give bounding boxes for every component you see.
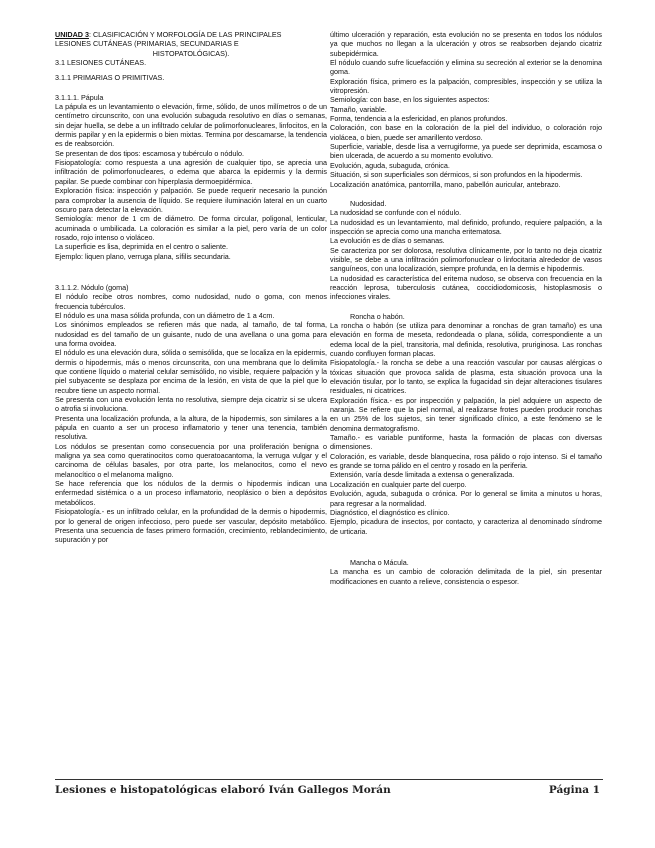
papula-heading: 3.1.1.1. Pápula <box>55 92 104 102</box>
nodulo-paragraph: Presenta una localización profunda, a la altura, de la hipodermis, son similares a la pápula en cuanto a ser un proceso inflamatorio y tener una tenencia, también resolutiva. <box>55 413 327 442</box>
nudosidad-heading: Nudosidad. <box>350 198 387 208</box>
roncha-paragraph: La roncha o habón (se utiliza para denominar a ronchas de gran tamaño) es una elevación en forma de meseta, redondeada o plana, sólida, correspondiente a un edema local de la piel, transitoria, mal definida, resolutiva, pruriginosa. Las ronchas cuando confluyen forman placas. <box>330 320 602 358</box>
nodulo-paragraph: El nódulo es una elevación dura, sólida o semisólida, que se localiza en la epidermis, dermis o hipodermis, más o menos circunscrita, con una membrana que lo delimita que contiene líquido o material celular semisólido, no visible, requiere palpación y la piel subyacente se desplaza por encima de la lesión, en vista de que la piel que lo recubre tiene un aspecto normal. <box>55 348 327 395</box>
nodulo-heading: 3.1.1.2. Nódulo (goma) <box>55 282 129 292</box>
nodulo-continuation: Localización anatómica, pantorrilla, mano, pabellón auricular, antebrazo. <box>330 179 561 189</box>
unit-subtitle-a: LESIONES CUTÁNEAS (PRIMARIAS, SECUNDARIAS E <box>55 39 239 49</box>
nodulo-continuation: Superficie, variable, desde lisa a verrugiforme, ya puede ser deprimida, escamosa o bien ulcerada, de acuerdo a su momento evolutivo. <box>330 142 602 161</box>
papula-paragraph: Se presentan de dos tipos: escamosa y tubérculo o nódulo. <box>55 148 244 158</box>
nodulo-paragraph: El nódulo recibe otros nombres, como nudosidad, nudo o goma, con menos frecuencia tubérculos. <box>55 292 327 311</box>
nodulo-continuation: Situación, si son superficiales son dérmicos, si son profundos en la hipodermis. <box>330 170 583 180</box>
nodulo-continuation: último ulceración y reparación, esta evolución no se presenta en todos los nódulos ya que muchos no llegan a la ulceración y otros se reabsorben dejando cicatriz subepidérmica. <box>330 30 602 58</box>
nodulo-paragraph: El nódulo es una masa sólida profunda, con un diámetro de 1 a 4cm. <box>55 310 275 320</box>
papula-paragraph: La pápula es un levantamiento o elevación, firme, sólido, de unos milímetros o de un centímetro circunscrito, con una evolución subaguda resolutivo en días o semanas, sin dejar huella, se debe a un infiltrado celular de polimorfonucleares, linfocitos, en la dermis papilar y en la epidermis o bien mixtas. Termina por descamarse, la tendencia es de reabsorción. <box>55 102 327 149</box>
papula-paragraph: La superficie es lisa, deprimida en el centro o saliente. <box>55 242 228 252</box>
nodulo-continuation: Coloración, con base en la coloración de la piel del individuo, o coloración rojo violácea, o bien, puede ser amarillento verdoso. <box>330 123 602 142</box>
papula-paragraph: Fisiopatología: como respuesta a una agresión de cualquier tipo, se aprecia una infiltración de polimorfonucleares, o edema que abarca la epidermis y la dermis papilar. Se puede combinar con hiperplasia dermoepidérmica. <box>55 158 327 186</box>
roncha-paragraph: Exploración física.- es por inspección y palpación, la piel adquiere un aspecto de naranja. Se refiere que la piel normal, al realizarse frotes pueden producir ronchas en un 25% de los sujetos, sin tener significado clínico, a este fenómeno se le denomina dermatografismo. <box>330 395 602 433</box>
papula-paragraph: Exploración física: inspección y palpación. Se puede requerir necesario la punción para comprobar la ausencia de líquido. Se requiere iluminación lateral en un cuarto oscuro para detectar la elevación. <box>55 186 327 214</box>
nodulo-paragraph: Se hace referencia que los nódulos de la dermis o hipodermis indican una enfermedad sistémica o a un proceso inflamatorio, neoplásico o bien a depósitos metabólicos. <box>55 479 327 507</box>
left-column <box>55 30 327 545</box>
mancha-heading: Mancha o Mácula. <box>350 557 409 567</box>
footer-rule <box>55 779 603 780</box>
nudosidad-paragraph: La nudosidad se confunde con el nódulo. <box>330 208 462 218</box>
nodulo-paragraph: Los nódulos se presentan como consecuencia por una proliferación benigna o maligna ya sea como queratinocitos como queratoacantoma, la verruga vulgar y el carcinoma de células basales, por otra parte, los melanocitos, como el nevo melanocítico o el melanoma maligno. <box>55 441 327 479</box>
nudosidad-paragraph: La evolución es de días o semanas. <box>330 236 445 246</box>
nodulo-continuation: Tamaño, variable. <box>330 104 387 114</box>
unit-title <box>55 30 327 39</box>
nudosidad-paragraph: La nudosidad es un levantamiento, mal definido, profundo, requiere palpación, a la inspección se aprecia como una mancha eritematosa. <box>330 217 602 236</box>
section-3-1-1-heading: 3.1.1 PRIMARIAS O PRIMITIVAS. <box>55 73 165 83</box>
roncha-paragraph: Fisiopatología.- la roncha se debe a una reacción vascular por causas alérgicas o tóxicas situación que provoca salida de plasma, esta situación provoca una la elevación tisular, por lo tanto, se explica la fugacidad sin dejar alteraciones tisulares residuales, ni cicatrices. <box>330 358 602 396</box>
roncha-paragraph: Coloración, es variable, desde blanquecina, rosa pálido o rojo intenso. Si el tamaño es grande se torna pálido en el centro y rosado en la periferia. <box>330 451 602 471</box>
roncha-paragraph: Extensión, varía desde limitada a extensa o generalizada. <box>330 470 515 480</box>
nodulo-continuation: Evolución, aguda, subaguda, crónica. <box>330 160 450 170</box>
nodulo-continuation: Exploración física, primero es la palpación, compresibles, inspección y se utiliza la vitropresión. <box>330 76 602 96</box>
roncha-paragraph: Localización en cualquier parte del cuerpo. <box>330 479 467 489</box>
unit-label: UNIDAD 3 <box>55 30 89 39</box>
papula-paragraph: Ejemplo: liquen plano, verruga plana, sífilis secundaria. <box>55 251 231 261</box>
unit-subtitle-b: HISTOPATOLÓGICAS). <box>152 48 230 58</box>
page-number: Página 1 <box>548 784 600 796</box>
unit-title-text: : CLASIFICACIÓN Y MORFOLOGÍA DE LAS PRINCIPALES <box>88 30 282 39</box>
roncha-heading: Roncha o habón. <box>350 311 405 321</box>
right-column <box>330 30 602 586</box>
nodulo-continuation: Semiología: con base, en los siguientes aspectos: <box>330 95 490 105</box>
nudosidad-paragraph: La nudosidad es característica del eritema nudoso, se observa con frecuencia en la reacción leprosa, tuberculosis cutánea, coccidiodomicosis, histoplasmosis o infecciones virales. <box>330 273 602 302</box>
footer-text: Lesiones e histopatológicas elaboró Iván Gallegos Morán <box>55 784 391 796</box>
nodulo-paragraph: Fisiopatología.- es un infiltrado celular, en la profundidad de la dermis o hipodermis, por lo general de origen infeccioso, pero puede ser vascular, depósito metabólico. Presenta una secuencia de fases primero formación, crecimiento, reblandecimiento, supuración y por <box>55 507 327 545</box>
nodulo-paragraph: Se presenta con una evolución lenta no resolutiva, siempre deja cicatriz si se ulcera o atrofia si involuciona. <box>55 395 327 414</box>
nodulo-paragraph: Los sinónimos empleados se refieren más que nada, al tamaño, de tal forma, nudosidad es del tamaño de un guisante, nudo de una avellana o una goma para una forma ovoidea. <box>55 320 327 348</box>
nudosidad-paragraph: Se caracteriza por ser dolorosa, resolutiva clínicamente, por lo tanto no deja cicatriz visible, se debe a una infiltración polimorfonuclear o linfocitaria alrededor de vasos sanguíneos, con una localización, siempre profunda, en la dermis e hipodermis. <box>330 245 602 274</box>
section-3-1-heading: 3.1 LESIONES CUTÁNEAS. <box>55 58 147 68</box>
roncha-paragraph: Diagnóstico, el diagnóstico es clínico. <box>330 507 450 517</box>
roncha-paragraph: Tamaño.- es variable puntiforme, hasta la formación de placas con diversas dimensiones. <box>330 433 602 452</box>
nodulo-continuation: El nódulo cuando sufre licuefacción y elimina su secreción al exterior se la denomina goma. <box>330 58 602 77</box>
nodulo-continuation: Forma, tendencia a la esfericidad, en planos profundos. <box>330 114 508 124</box>
papula-paragraph: Semiología: menor de 1 cm de diámetro. De forma circular, poligonal, lenticular, acuminada o umbilicada. La coloración es similar a la piel, pero varía de un color rosado, rojo intenso o violáceo. <box>55 214 327 242</box>
mancha-paragraph: La mancha es un cambio de coloración delimitada de la piel, sin presentar modificaciones en cuanto a relieve, consistencia o espesor. <box>330 567 602 586</box>
roncha-paragraph: Evolución, aguda, subaguda o crónica. Por lo general se limita a minutos u horas, para regresar a la normalidad. <box>330 489 602 508</box>
roncha-paragraph: Ejemplo, picadura de insectos, por contacto, y caracteriza al denominado síndrome de urticaria. <box>330 517 602 536</box>
